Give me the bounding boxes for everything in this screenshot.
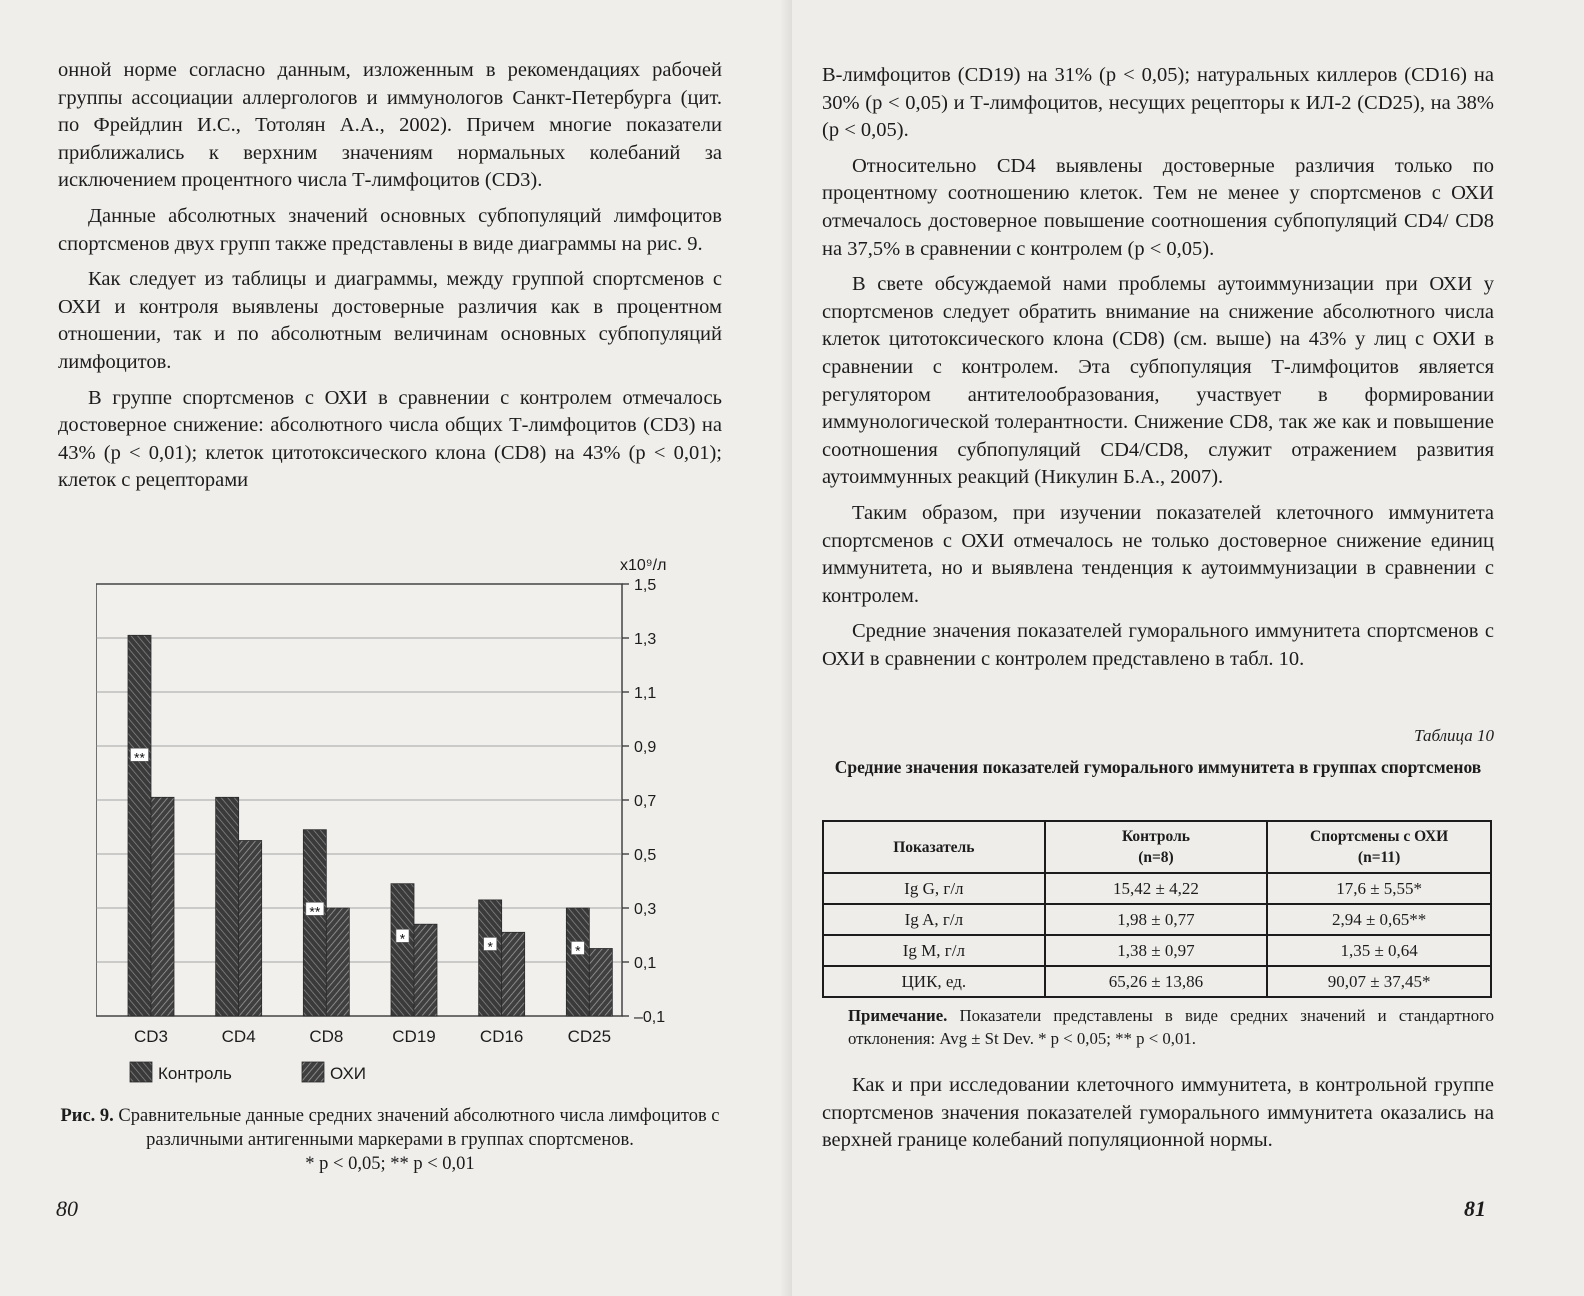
y-unit-label: х10⁹/л (620, 557, 667, 574)
figure-9-chart (96, 548, 706, 1108)
table-cell: Ig G, г/л (823, 873, 1045, 904)
significance-mark: * (575, 942, 581, 959)
category-label: CD8 (309, 1027, 344, 1046)
legend-label: ОХИ (330, 1064, 367, 1083)
bar-control (391, 884, 414, 1016)
table-number-label: Таблица 10 (1414, 726, 1494, 745)
category-label: CD16 (479, 1027, 524, 1046)
table-cell: 1,98 ± 0,77 (1045, 904, 1268, 935)
table-cell: 90,07 ± 37,45* (1267, 966, 1491, 997)
category-label: CD19 (392, 1027, 436, 1046)
table-row (823, 904, 1491, 935)
table-cell: Ig M, г/л (823, 935, 1045, 966)
header-control: Контроль (n=8) (1045, 821, 1268, 873)
bar-ohi (239, 841, 262, 1017)
table-title: Средние значения показателей гуморального иммунитета в группах спортсменов (834, 757, 1482, 777)
table-row (823, 966, 1491, 997)
bar-ohi (151, 797, 174, 1016)
bar-ohi (502, 932, 525, 1016)
page-number-right: 81 (1464, 1196, 1486, 1221)
bar-control (479, 900, 502, 1016)
humoral-immunity-table (822, 820, 1492, 998)
bar-control (216, 797, 239, 1016)
right-paragraph-4: Таким образом, при изучении показателей клеточного иммунитета спортсменов с ОХИ отмечалось не только достоверное снижение единиц иммунитета, но и выявлена тенденция к аутоиммунизации в сравнении с контролем. (822, 501, 1494, 607)
right-paragraph-2: Относительно CD4 выявлены достоверные различия только по процентному соотношению клеток. Тем не менее у спортсменов с ОХИ отмечалось достоверное повышение соотношения субпопуляций CD4/ CD8 на 37,5% в сравнении с контролем (p < 0,05). (822, 154, 1494, 260)
right-paragraph-3: В свете обсуждаемой нами проблемы аутоиммунизации при ОХИ у спортсменов следует обратить внимание на снижение абсолютного числа клеток цитотоксического клона (CD8) (см. выше) на 43% у лиц с ОХИ в сравнении с контролем. Эта субпопуляция Т-лимфоцитов является регулятором антителообразования, участвует в формировании иммунологической толерантности. Снижение CD8, так же как и повышение соотношения субпопуляций CD4/CD8, служит отражением развития аутоиммунных реакций (Никулин Б.А., 2007). (822, 273, 1494, 489)
right-paragraph-1: В-лимфоцитов (CD19) на 31% (p < 0,05); натуральных киллеров (CD16) на 30% (p < 0,05) и Т-лимфоцитов, несущих рецепторы к ИЛ-2 (CD25), на 38% (p < 0,05). (822, 64, 1494, 142)
legend-swatch (302, 1062, 324, 1082)
table-cell: 2,94 ± 0,65** (1267, 904, 1491, 935)
right-body-text (822, 62, 1494, 673)
category-label: CD4 (221, 1027, 256, 1046)
right-paragraph-5: Средние значения показателей гуморального иммунитета спортсменов с ОХИ в сравнении с контролем представлено в табл. 10. (822, 620, 1494, 670)
bar-chart-svg (96, 548, 706, 1108)
legend-swatch (130, 1062, 152, 1082)
significance-mark: * (487, 938, 493, 955)
bar-control (566, 908, 589, 1016)
table-cell: 1,38 ± 0,97 (1045, 935, 1268, 966)
bar-ohi (414, 924, 437, 1016)
significance-mark: ** (134, 749, 145, 766)
left-paragraph-1: онной норме согласно данным, изложенным в рекомендациях рабочей группы ассоциации аллергологов и иммунологов Санкт-Петербурга (цит. по Фрейдлин И.С., Тотолян А.А., 2002). Причем многие показатели приближались к верхним значениям нормальных колебаний за исключением процентного числа Т-лимфоцитов (CD3). (58, 59, 722, 192)
right-closing-text (822, 1072, 1494, 1155)
category-label: CD25 (567, 1027, 612, 1046)
table-cell: 65,26 ± 13,86 (1045, 966, 1268, 997)
y-tick-label: 1,1 (634, 685, 657, 702)
figure-caption-significance: * p < 0,05; ** p < 0,01 (305, 1154, 475, 1174)
y-tick-label: 1,5 (634, 577, 657, 594)
left-body-text (58, 57, 722, 495)
table-cell: ЦИК, ед. (823, 966, 1045, 997)
legend-label: Контроль (158, 1064, 232, 1083)
header-ohi-athletes: Спортсмены с ОХИ (n=11) (1267, 821, 1491, 873)
page-number-left: 80 (56, 1196, 78, 1221)
left-paragraph-2: Данные абсолютных значений основных субпопуляций лимфоцитов спортсменов двух групп также представлены в виде диаграммы на рис. 9. (58, 204, 722, 255)
table-note-label: Примечание. (848, 1006, 948, 1025)
left-paragraph-3: Как следует из таблицы и диаграммы, между группой спортсменов с ОХИ и контроля выявлены достоверные различия как в процентном отношении, так и по абсолютным величинам основных субпопуляций лимфоцитов. (58, 268, 722, 373)
y-tick-label: –0,1 (634, 1009, 666, 1026)
y-tick-label: 0,5 (634, 847, 657, 864)
y-tick-label: 0,9 (634, 739, 657, 756)
table-cell: 15,42 ± 4,22 (1045, 873, 1268, 904)
significance-mark: ** (309, 903, 321, 920)
table-cell: 17,6 ± 5,55* (1267, 873, 1491, 904)
table-cell: Ig A, г/л (823, 904, 1045, 935)
table-note-text: Показатели представлены в виде средних значений и стандартного отклонения: Avg ± St Dev. * p < 0,05; ** p < 0,01. (848, 1006, 1494, 1048)
table-row (823, 873, 1491, 904)
y-tick-label: 0,3 (634, 901, 657, 918)
table-row (823, 935, 1491, 966)
figure-caption-text: Сравнительные данные средних значений абсолютного числа лимфоцитов с различными антигенными маркерами в группах спортсменов. (113, 1106, 720, 1150)
table-note (848, 1004, 1494, 1050)
figure-caption (50, 1104, 730, 1176)
bar-ohi (589, 949, 612, 1017)
significance-mark: * (399, 930, 406, 947)
right-page (792, 0, 1584, 1296)
y-tick-label: 0,7 (634, 793, 657, 810)
bar-control (128, 635, 151, 1016)
table-header-row (823, 821, 1491, 873)
left-paragraph-4: В группе спортсменов с ОХИ в сравнении с контролем отмечалось достоверное снижение: абсолютного числа общих Т-лимфоцитов (CD3) на 43% (p < 0,01); клеток цитотоксического клона (CD8) на 43% (p < 0,01); клеток с рецепторами (58, 386, 722, 492)
table-cell: 1,35 ± 0,64 (1267, 935, 1491, 966)
header-indicator: Показатель (823, 821, 1045, 873)
category-label: CD3 (133, 1027, 169, 1046)
bar-control (303, 830, 326, 1016)
y-tick-label: 1,3 (634, 631, 657, 648)
right-paragraph-6: Как и при исследовании клеточного иммунитета, в контрольной группе спортсменов значения показателей гуморального иммунитета оказались на верхней границе колебаний популяционной нормы. (822, 1074, 1494, 1152)
y-tick-label: 0,1 (634, 955, 657, 972)
figure-caption-number: Рис. 9. (60, 1106, 114, 1126)
bar-ohi (326, 908, 349, 1016)
